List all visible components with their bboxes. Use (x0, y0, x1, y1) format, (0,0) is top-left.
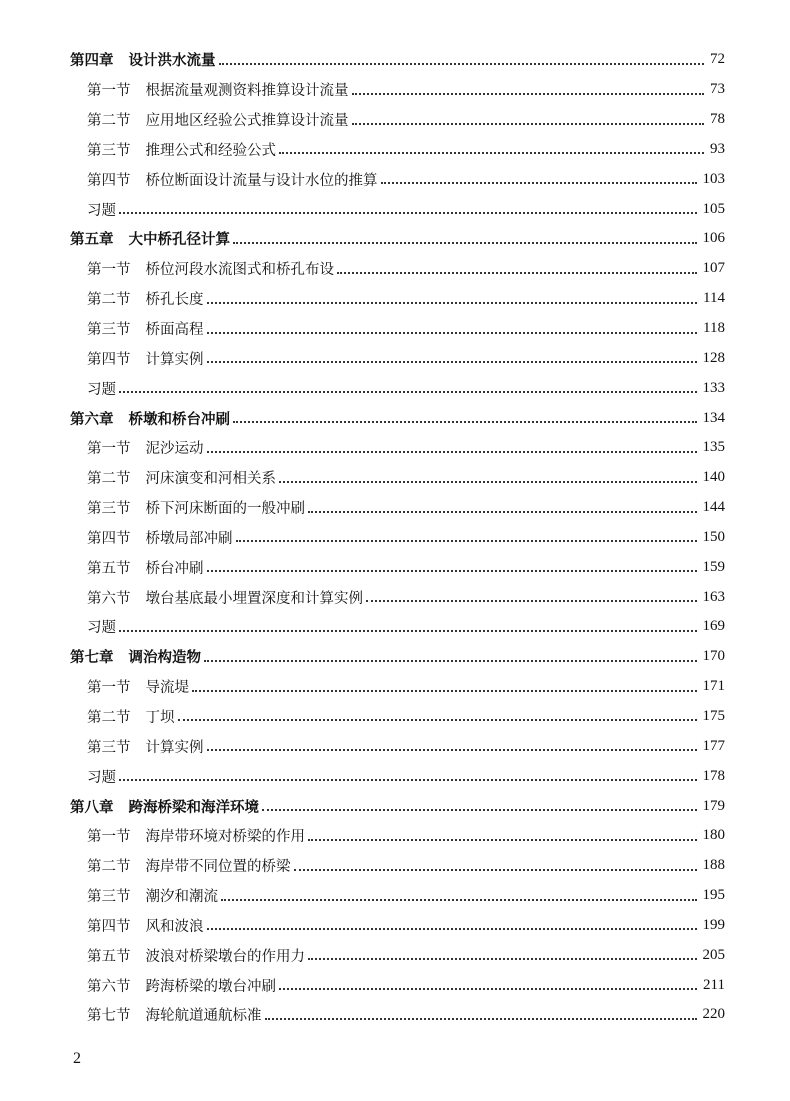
table-of-contents (0, 45, 790, 1030)
toc-section-row (0, 164, 790, 194)
toc-entry-title: 导流堤 (145, 680, 189, 697)
dot-leader (221, 885, 697, 901)
toc-entry-title: 桥孔长度 (145, 292, 204, 309)
toc-page-number: 150 (702, 528, 725, 545)
toc-page-number: 177 (702, 737, 725, 754)
toc-page-number: 199 (702, 916, 725, 933)
dot-leader (119, 377, 697, 393)
toc-section-row (0, 970, 790, 1000)
dot-leader (352, 109, 705, 125)
toc-chapter-row (0, 642, 790, 672)
toc-entry-number: 第三节 (87, 501, 131, 518)
toc-page-number: 180 (702, 827, 725, 844)
toc-page-number: 144 (702, 499, 725, 516)
toc-entry-title: 习题 (87, 769, 116, 786)
toc-entry-title: 推理公式和经验公式 (145, 142, 276, 159)
toc-section-row (0, 463, 790, 493)
dot-leader (207, 347, 697, 363)
toc-section-row (0, 881, 790, 911)
toc-entry-title: 设计洪水流量 (128, 52, 216, 70)
toc-entry-number: 第一节 (87, 680, 131, 697)
dot-leader (207, 556, 697, 572)
toc-page-number: 103 (702, 170, 725, 187)
toc-chapter-row (0, 403, 790, 433)
toc-section-row (0, 314, 790, 344)
toc-entry-title: 桥位断面设计流量与设计水位的推算 (145, 172, 378, 189)
toc-entry-title: 应用地区经验公式推算设计流量 (145, 113, 349, 130)
toc-section-row (0, 433, 790, 463)
toc-entry-title: 习题 (87, 620, 116, 637)
dot-leader (207, 288, 698, 304)
dot-leader (207, 914, 697, 930)
toc-exercise-row (0, 194, 790, 224)
toc-entry-title: 墩台基底最小埋置深度和计算实例 (145, 590, 363, 607)
toc-entry-title: 习题 (87, 202, 116, 219)
dot-leader (294, 855, 697, 871)
toc-page-number: 179 (702, 797, 725, 814)
dot-leader (192, 676, 697, 692)
toc-page-number: 135 (702, 439, 725, 456)
toc-page-number: 134 (702, 409, 725, 426)
toc-entry-title: 跨海桥梁的墩台冲刷 (145, 978, 276, 995)
toc-page-number: 72 (710, 51, 725, 68)
toc-page-number: 169 (702, 618, 725, 635)
toc-page-number: 106 (702, 230, 725, 247)
toc-entry-number: 第五节 (87, 948, 131, 965)
toc-entry-title: 跨海桥梁和海洋环境 (128, 798, 259, 816)
dot-leader (308, 497, 697, 513)
dot-leader (366, 586, 697, 602)
dot-leader (207, 437, 697, 453)
toc-entry-title: 潮汐和潮流 (145, 889, 218, 906)
toc-section-row (0, 1000, 790, 1030)
toc-entry-title: 桥墩局部冲刷 (145, 530, 233, 547)
dot-leader (207, 318, 698, 334)
toc-page-number: 171 (702, 678, 725, 695)
toc-entry-number: 第二节 (87, 471, 131, 488)
dot-leader (207, 735, 697, 751)
toc-exercise-row (0, 373, 790, 403)
dot-leader (119, 616, 697, 632)
dot-leader (219, 49, 705, 65)
toc-entry-title: 计算实例 (145, 739, 204, 756)
toc-section-row (0, 940, 790, 970)
toc-page-number: 205 (702, 946, 725, 963)
toc-entry-number: 第一节 (87, 441, 131, 458)
toc-section-row (0, 821, 790, 851)
toc-entry-number: 第七章 (70, 649, 114, 667)
toc-exercise-row (0, 612, 790, 642)
toc-entry-number: 第四节 (87, 351, 131, 368)
toc-page-number: 118 (703, 320, 725, 337)
toc-section-row (0, 910, 790, 940)
toc-page-number: 73 (710, 81, 725, 98)
toc-entry-title: 桥台冲刷 (145, 560, 204, 577)
toc-page-number: 140 (702, 469, 725, 486)
toc-page-number: 188 (702, 857, 725, 874)
toc-entry-number: 第八章 (70, 798, 114, 816)
toc-page-number: 211 (703, 976, 725, 993)
toc-section-row (0, 851, 790, 881)
toc-entry-title: 大中桥孔径计算 (128, 231, 230, 249)
dot-leader (308, 825, 697, 841)
toc-chapter-row (0, 45, 790, 75)
toc-chapter-row (0, 224, 790, 254)
toc-page-number: 133 (702, 379, 725, 396)
toc-page-number: 163 (702, 588, 725, 605)
toc-chapter-row (0, 791, 790, 821)
dot-leader (279, 138, 704, 154)
toc-entry-title: 桥位河段水流图式和桥孔布设 (145, 262, 334, 279)
dot-leader (119, 765, 697, 781)
toc-entry-title: 根据流量观测资料推算设计流量 (145, 83, 349, 100)
toc-entry-number: 第二节 (87, 709, 131, 726)
toc-page-number: 107 (702, 260, 725, 277)
toc-section-row (0, 582, 790, 612)
toc-section-row (0, 343, 790, 373)
dot-leader (262, 795, 697, 811)
toc-entry-number: 第六章 (70, 410, 114, 428)
dot-leader (233, 228, 697, 244)
toc-entry-number: 第四节 (87, 918, 131, 935)
toc-entry-number: 第二节 (87, 859, 131, 876)
toc-entry-title: 河床演变和河相关系 (145, 471, 276, 488)
toc-entry-number: 第二节 (87, 292, 131, 309)
dot-leader (308, 944, 697, 960)
toc-page-number: 128 (702, 349, 725, 366)
toc-page-number: 114 (703, 290, 725, 307)
toc-page-number: 195 (702, 887, 725, 904)
toc-entry-number: 第四章 (70, 52, 114, 70)
toc-entry-title: 丁坝 (145, 709, 175, 726)
toc-entry-number: 第四节 (87, 172, 131, 189)
toc-page-number: 93 (710, 140, 725, 157)
toc-page-number: 105 (702, 200, 725, 217)
dot-leader (279, 467, 697, 483)
dot-leader (233, 407, 697, 423)
toc-page-number: 178 (702, 767, 725, 784)
page-number: 2 (73, 1050, 81, 1067)
toc-page-number: 175 (702, 707, 725, 724)
toc-section-row (0, 523, 790, 553)
toc-entry-number: 第六节 (87, 978, 131, 995)
toc-entry-number: 第四节 (87, 530, 131, 547)
dot-leader (279, 974, 697, 990)
toc-section-row (0, 702, 790, 732)
toc-entry-title: 海轮航道通航标准 (145, 1008, 262, 1025)
toc-section-row (0, 135, 790, 165)
toc-entry-number: 第三节 (87, 322, 131, 339)
dot-leader (178, 705, 697, 721)
toc-entry-title: 桥面高程 (145, 322, 204, 339)
toc-section-row (0, 552, 790, 582)
toc-entry-title: 桥下河床断面的一般冲刷 (145, 501, 305, 518)
toc-section-row (0, 731, 790, 761)
dot-leader (204, 646, 697, 662)
toc-section-row (0, 75, 790, 105)
toc-entry-title: 波浪对桥梁墩台的作用力 (145, 948, 305, 965)
toc-entry-title: 泥沙运动 (145, 441, 204, 458)
toc-entry-number: 第三节 (87, 889, 131, 906)
toc-page-number: 170 (702, 648, 725, 665)
toc-entry-number: 第一节 (87, 83, 131, 100)
toc-section-row (0, 672, 790, 702)
toc-page-number: 78 (710, 111, 725, 128)
toc-exercise-row (0, 761, 790, 791)
toc-entry-number: 第五章 (70, 231, 114, 249)
toc-entry-number: 第三节 (87, 739, 131, 756)
toc-entry-number: 第三节 (87, 142, 131, 159)
dot-leader (236, 526, 697, 542)
toc-section-row (0, 105, 790, 135)
toc-entry-title: 风和波浪 (145, 918, 204, 935)
toc-entry-title: 调治构造物 (128, 649, 201, 667)
toc-entry-number: 第七节 (87, 1008, 131, 1025)
dot-leader (119, 198, 697, 214)
toc-section-row (0, 284, 790, 314)
dot-leader (337, 258, 697, 274)
dot-leader (381, 168, 697, 184)
toc-section-row (0, 493, 790, 523)
toc-entry-title: 海岸带不同位置的桥梁 (145, 859, 291, 876)
toc-entry-title: 习题 (87, 381, 116, 398)
toc-entry-number: 第二节 (87, 113, 131, 130)
toc-section-row (0, 254, 790, 284)
toc-entry-number: 第六节 (87, 590, 131, 607)
toc-entry-title: 计算实例 (145, 351, 204, 368)
toc-entry-number: 第五节 (87, 560, 131, 577)
toc-entry-title: 海岸带环境对桥梁的作用 (145, 829, 305, 846)
toc-entry-number: 第一节 (87, 829, 131, 846)
dot-leader (265, 1004, 697, 1020)
toc-page-number: 159 (702, 558, 725, 575)
dot-leader (352, 79, 705, 95)
toc-entry-number: 第一节 (87, 262, 131, 279)
toc-page-number: 220 (702, 1006, 725, 1023)
toc-entry-title: 桥墩和桥台冲刷 (128, 410, 230, 428)
